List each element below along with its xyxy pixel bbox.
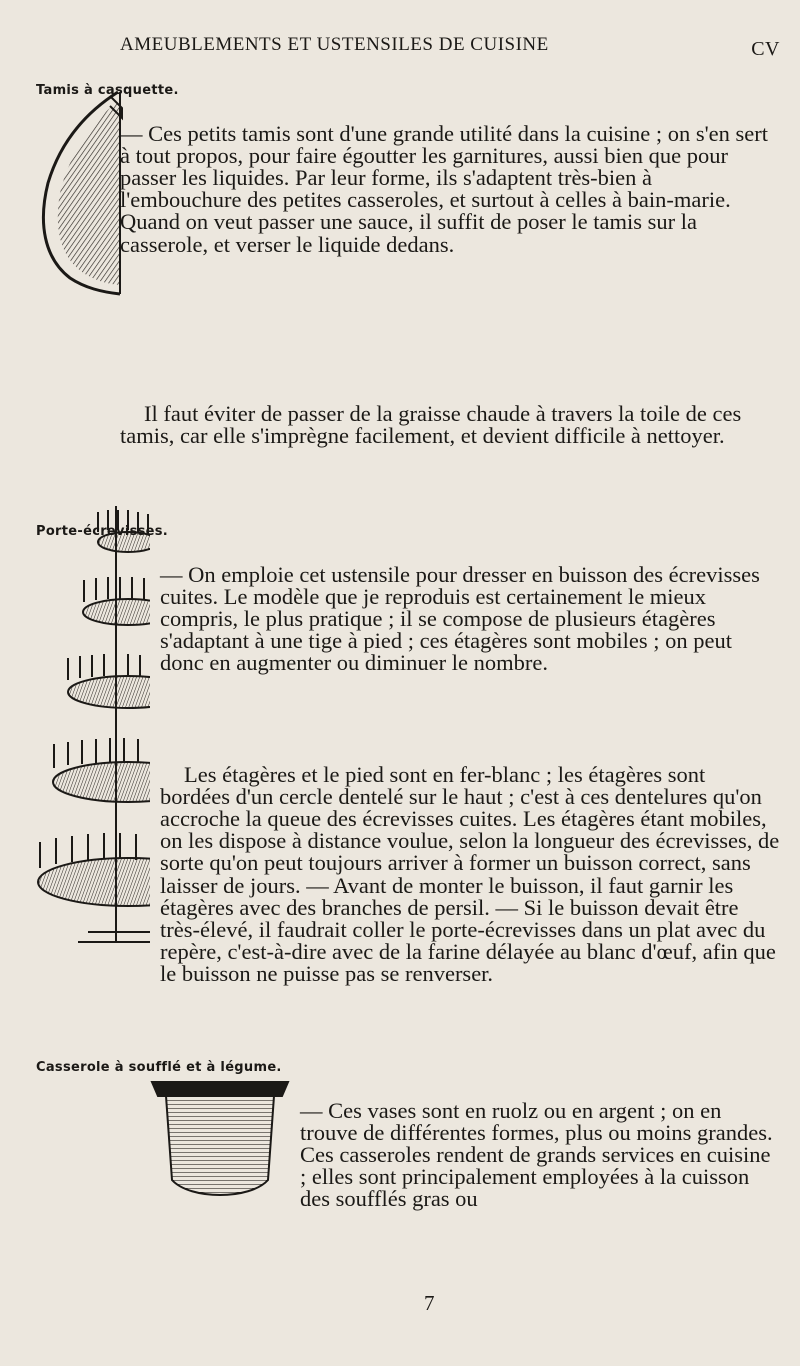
- text-tamis-2: Il faut éviter de passer de la graisse chaude à travers la toile de ces tamis, car elle s'imprègne facilement, et devient difficile à nettoyer.: [120, 400, 742, 448]
- paragraph-tamis-2: [120, 380, 775, 469]
- text-tamis-1: — Ces petits tamis sont d'une grande utilité dans la cuisine ; on s'en sert à tout propos, pour faire égoutter les garnitures, aussi bien que pour passer les liquides. Par leur forme, ils s'adaptent très-bien à l'embouchure des petites casseroles, et surtout à celles à bain-marie. Quand on veut passer une sauce, il suffit de poser le tamis sur la casserole, et verser le liquide dedans.: [120, 120, 768, 257]
- text-casserole: — Ces vases sont en ruolz ou en argent ; on en trouve de différentes formes, plus ou moins grandes. Ces casseroles rendent de grands services en cuisine ; elles sont principalement employées à la cuisson des soufflés gras ou: [300, 1097, 773, 1212]
- paragraph-tamis-1: [120, 100, 775, 278]
- header-folio: CV: [751, 38, 780, 60]
- paragraph-porte-ecrevisses-2: [36, 741, 780, 1008]
- header-title: AMEUBLEMENTS ET USTENSILES DE CUISINE: [120, 34, 549, 55]
- caption-tamis: Tamis à casquette.: [36, 83, 179, 98]
- paragraph-porte-ecrevisses-1: [160, 541, 780, 697]
- page-number: 7: [424, 1291, 435, 1315]
- paragraph-casserole: [300, 1077, 780, 1233]
- text-porte-ecrevisses-1: — On emploie cet ustensile pour dresser en buisson des écrevisses cuites. Le modèle que je reproduis est certainement le mieux compris, le plus pratique ; il se compose de plusieurs étagères s'adaptant à une tige à pied ; ces étagères sont mobiles ; on peut donc en augmenter ou diminuer le nombre.: [160, 561, 760, 676]
- text-porte-ecrevisses-2: Les étagères et le pied sont en fer-blanc ; les étagères sont bordées d'un cercle dentelé sur le haut ; c'est à ces dentelures qu'on accroche la queue des écrevisses cuites. Les étagères étant mobiles, on les dispose à distance voulue, selon la longueur des écrevisses, de sorte qu'on peut toujours arriver à former un buisson correct, sans laisser de jours. — Avant de monter le buisson, il faut garnir les étagères avec des branches de persil. — Si le buisson devait être très-élevé, il faudrait coller le porte-écrevisses dans un plat avec du repère, c'est-à-dire avec de la farine délayée au blanc d'œuf, afin que le buisson ne puisse pas se renverser.: [160, 761, 780, 987]
- caption-porte-ecrevisses: Porte-écrevisses.: [36, 524, 169, 539]
- caption-casserole: Casserole à soufflé et à légume.: [36, 1060, 282, 1075]
- sieve-illustration: [30, 88, 130, 300]
- souffle-dish-illustration: [150, 1060, 290, 1210]
